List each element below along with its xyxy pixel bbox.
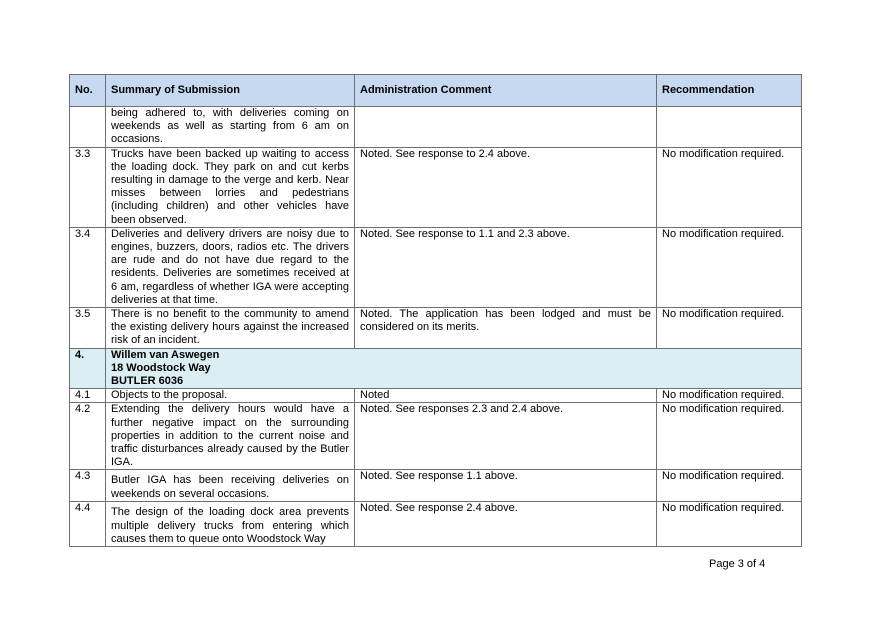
row-comment: Noted. See response to 1.1 and 2.3 above. <box>355 227 657 307</box>
submitter-section-row <box>70 348 802 389</box>
row-recommendation: No modification required. <box>657 227 802 307</box>
submitter-street: 18 Woodstock Way <box>111 361 211 374</box>
row-number: 3.3 <box>70 147 106 227</box>
submitter-details <box>106 348 802 389</box>
row-number: 3.5 <box>70 308 106 349</box>
table-row <box>70 147 802 227</box>
row-summary: being adhered to, with deliveries coming on weekends as well as starting from 6 am on occasions. <box>106 107 355 148</box>
row-summary: Extending the delivery hours would have a further negative impact on the surrounding properties in addition to the current noise and traffic disturbances already caused by the Butler IGA. <box>106 403 355 470</box>
row-comment: Noted <box>355 389 657 403</box>
table-row <box>70 227 802 307</box>
row-summary: Deliveries and delivery drivers are noisy due to engines, buzzers, doors, radios etc. The drivers are rude and do not have due regard to the residents. Deliveries are sometimes received at 6 am, regardless of whether IGA were accepting deliveries at that time. <box>106 227 355 307</box>
table-row <box>70 502 802 547</box>
row-comment: Noted. See response 1.1 above. <box>355 470 657 502</box>
row-summary: Butler IGA has been receiving deliveries on weekends on several occasions. <box>106 470 355 502</box>
submissions-table <box>69 74 802 547</box>
row-summary: There is no benefit to the community to amend the existing delivery hours against the increased risk of an incident. <box>106 308 355 349</box>
row-comment: Noted. See response to 2.4 above. <box>355 147 657 227</box>
row-summary: Objects to the proposal. <box>106 389 355 403</box>
row-number: 3.4 <box>70 227 106 307</box>
row-number: 4.1 <box>70 389 106 403</box>
submitter-suburb: BUTLER 6036 <box>111 375 184 388</box>
section-number: 4. <box>70 348 106 389</box>
table-row <box>70 403 802 470</box>
row-number: 4.3 <box>70 470 106 502</box>
row-recommendation: No modification required. <box>657 502 802 547</box>
row-summary: The design of the loading dock area prevents multiple delivery trucks from entering which causes them to queue onto Woodstock Way <box>106 502 355 547</box>
row-summary: Trucks have been backed up waiting to access the loading dock. They park on and cut kerbs resulting in damage to the verge and kerb. Near misses between lorries and pedestrians (including children) and other vehicles have been observed. <box>106 147 355 227</box>
row-recommendation: No modification required. <box>657 147 802 227</box>
table-row <box>70 470 802 502</box>
table-header-row <box>70 75 802 107</box>
table-row <box>70 389 802 403</box>
row-number: 4.4 <box>70 502 106 547</box>
row-recommendation: No modification required. <box>657 308 802 349</box>
submitter-name: Willem van Aswegen <box>111 348 220 361</box>
row-recommendation: No modification required. <box>657 389 802 403</box>
table-row <box>70 308 802 349</box>
row-recommendation <box>657 107 802 148</box>
row-recommendation: No modification required. <box>657 403 802 470</box>
row-number: 4.2 <box>70 403 106 470</box>
table-row <box>70 107 802 148</box>
row-comment: Noted. The application has been lodged and must be considered on its merits. <box>355 308 657 349</box>
row-comment <box>355 107 657 148</box>
page-number: Page 3 of 4 <box>709 558 766 570</box>
row-comment: Noted. See responses 2.3 and 2.4 above. <box>355 403 657 470</box>
header-summary: Summary of Submission <box>106 75 355 107</box>
header-no: No. <box>70 75 106 107</box>
header-recommendation: Recommendation <box>657 75 802 107</box>
row-recommendation: No modification required. <box>657 470 802 502</box>
row-number <box>70 107 106 148</box>
row-comment: Noted. See response 2.4 above. <box>355 502 657 547</box>
header-comment: Administration Comment <box>355 75 657 107</box>
